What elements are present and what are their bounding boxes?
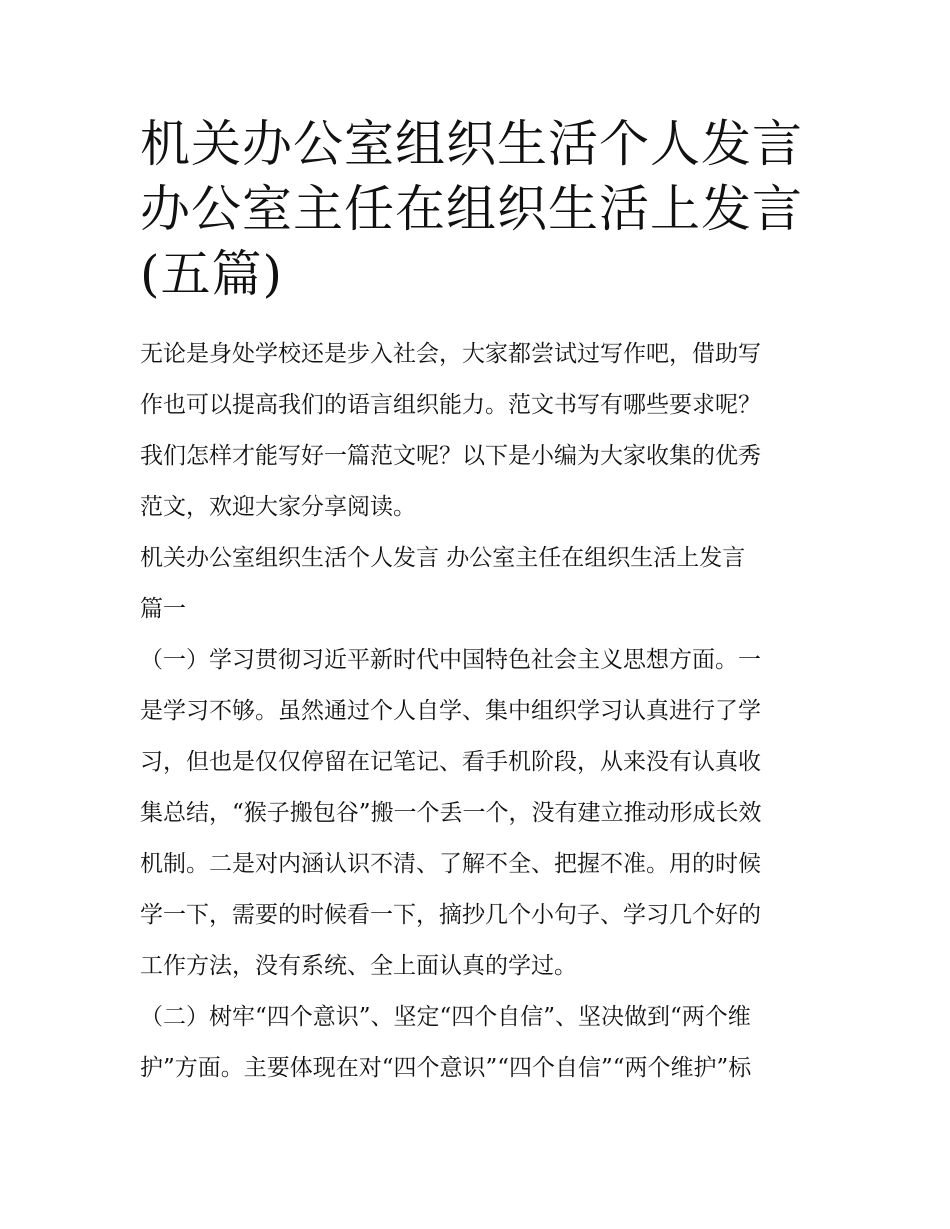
text-line: 习，但也是仅仅停留在记笔记、看手机阶段，从来没有认真收 xyxy=(140,749,761,775)
text-line: 学一下，需要的时候看一下，摘抄几个小句子、学习几个好的 xyxy=(140,902,761,928)
text-line: 机制。二是对内涵认识不清、了解不全、把握不准。用的时候 xyxy=(140,851,761,877)
text-line: 无论是身处学校还是步入社会，大家都尝试过写作吧，借助写 xyxy=(140,341,761,367)
document-title xyxy=(140,112,812,307)
text-line: 机关办公室组织生活个人发言 办公室主任在组织生活上发言 xyxy=(140,545,746,571)
text-line: 集总结，“猴子搬包谷”搬一个丢一个，没有建立推动形成长效 xyxy=(140,800,762,826)
text-line: 护”方面。主要体现在对“四个意识”“四个自信”“两个维护”标 xyxy=(140,1055,752,1081)
text-line: 工作方法，没有系统、全上面认真的学过。 xyxy=(140,953,577,979)
text-line: 作也可以提高我们的语言组织能力。范文书写有哪些要求呢？ xyxy=(140,392,761,418)
title-line: (五篇) xyxy=(140,245,284,303)
text-line: 篇一 xyxy=(140,596,186,622)
document-page xyxy=(140,112,812,1094)
text-line: 是学习不够。虽然通过个人自学、集中组织学习认真进行了学 xyxy=(140,698,761,724)
intro-paragraph xyxy=(140,329,812,533)
document-body xyxy=(140,329,812,1094)
title-line: 办公室主任在组织生活上发言 xyxy=(140,180,803,238)
title-line: 机关办公室组织生活个人发言 xyxy=(140,115,803,173)
text-line: 范文，欢迎大家分享阅读。 xyxy=(140,494,416,520)
paragraph-2 xyxy=(140,992,812,1094)
paragraph-1 xyxy=(140,635,812,992)
text-line: （一）学习贯彻习近平新时代中国特色社会主义思想方面。一 xyxy=(140,647,761,673)
text-line: （二）树牢“四个意识”、坚定“四个自信”、坚决做到“两个维 xyxy=(140,1004,751,1030)
section-heading xyxy=(140,533,812,635)
text-line: 我们怎样才能写好一篇范文呢？以下是小编为大家收集的优秀 xyxy=(140,443,761,469)
